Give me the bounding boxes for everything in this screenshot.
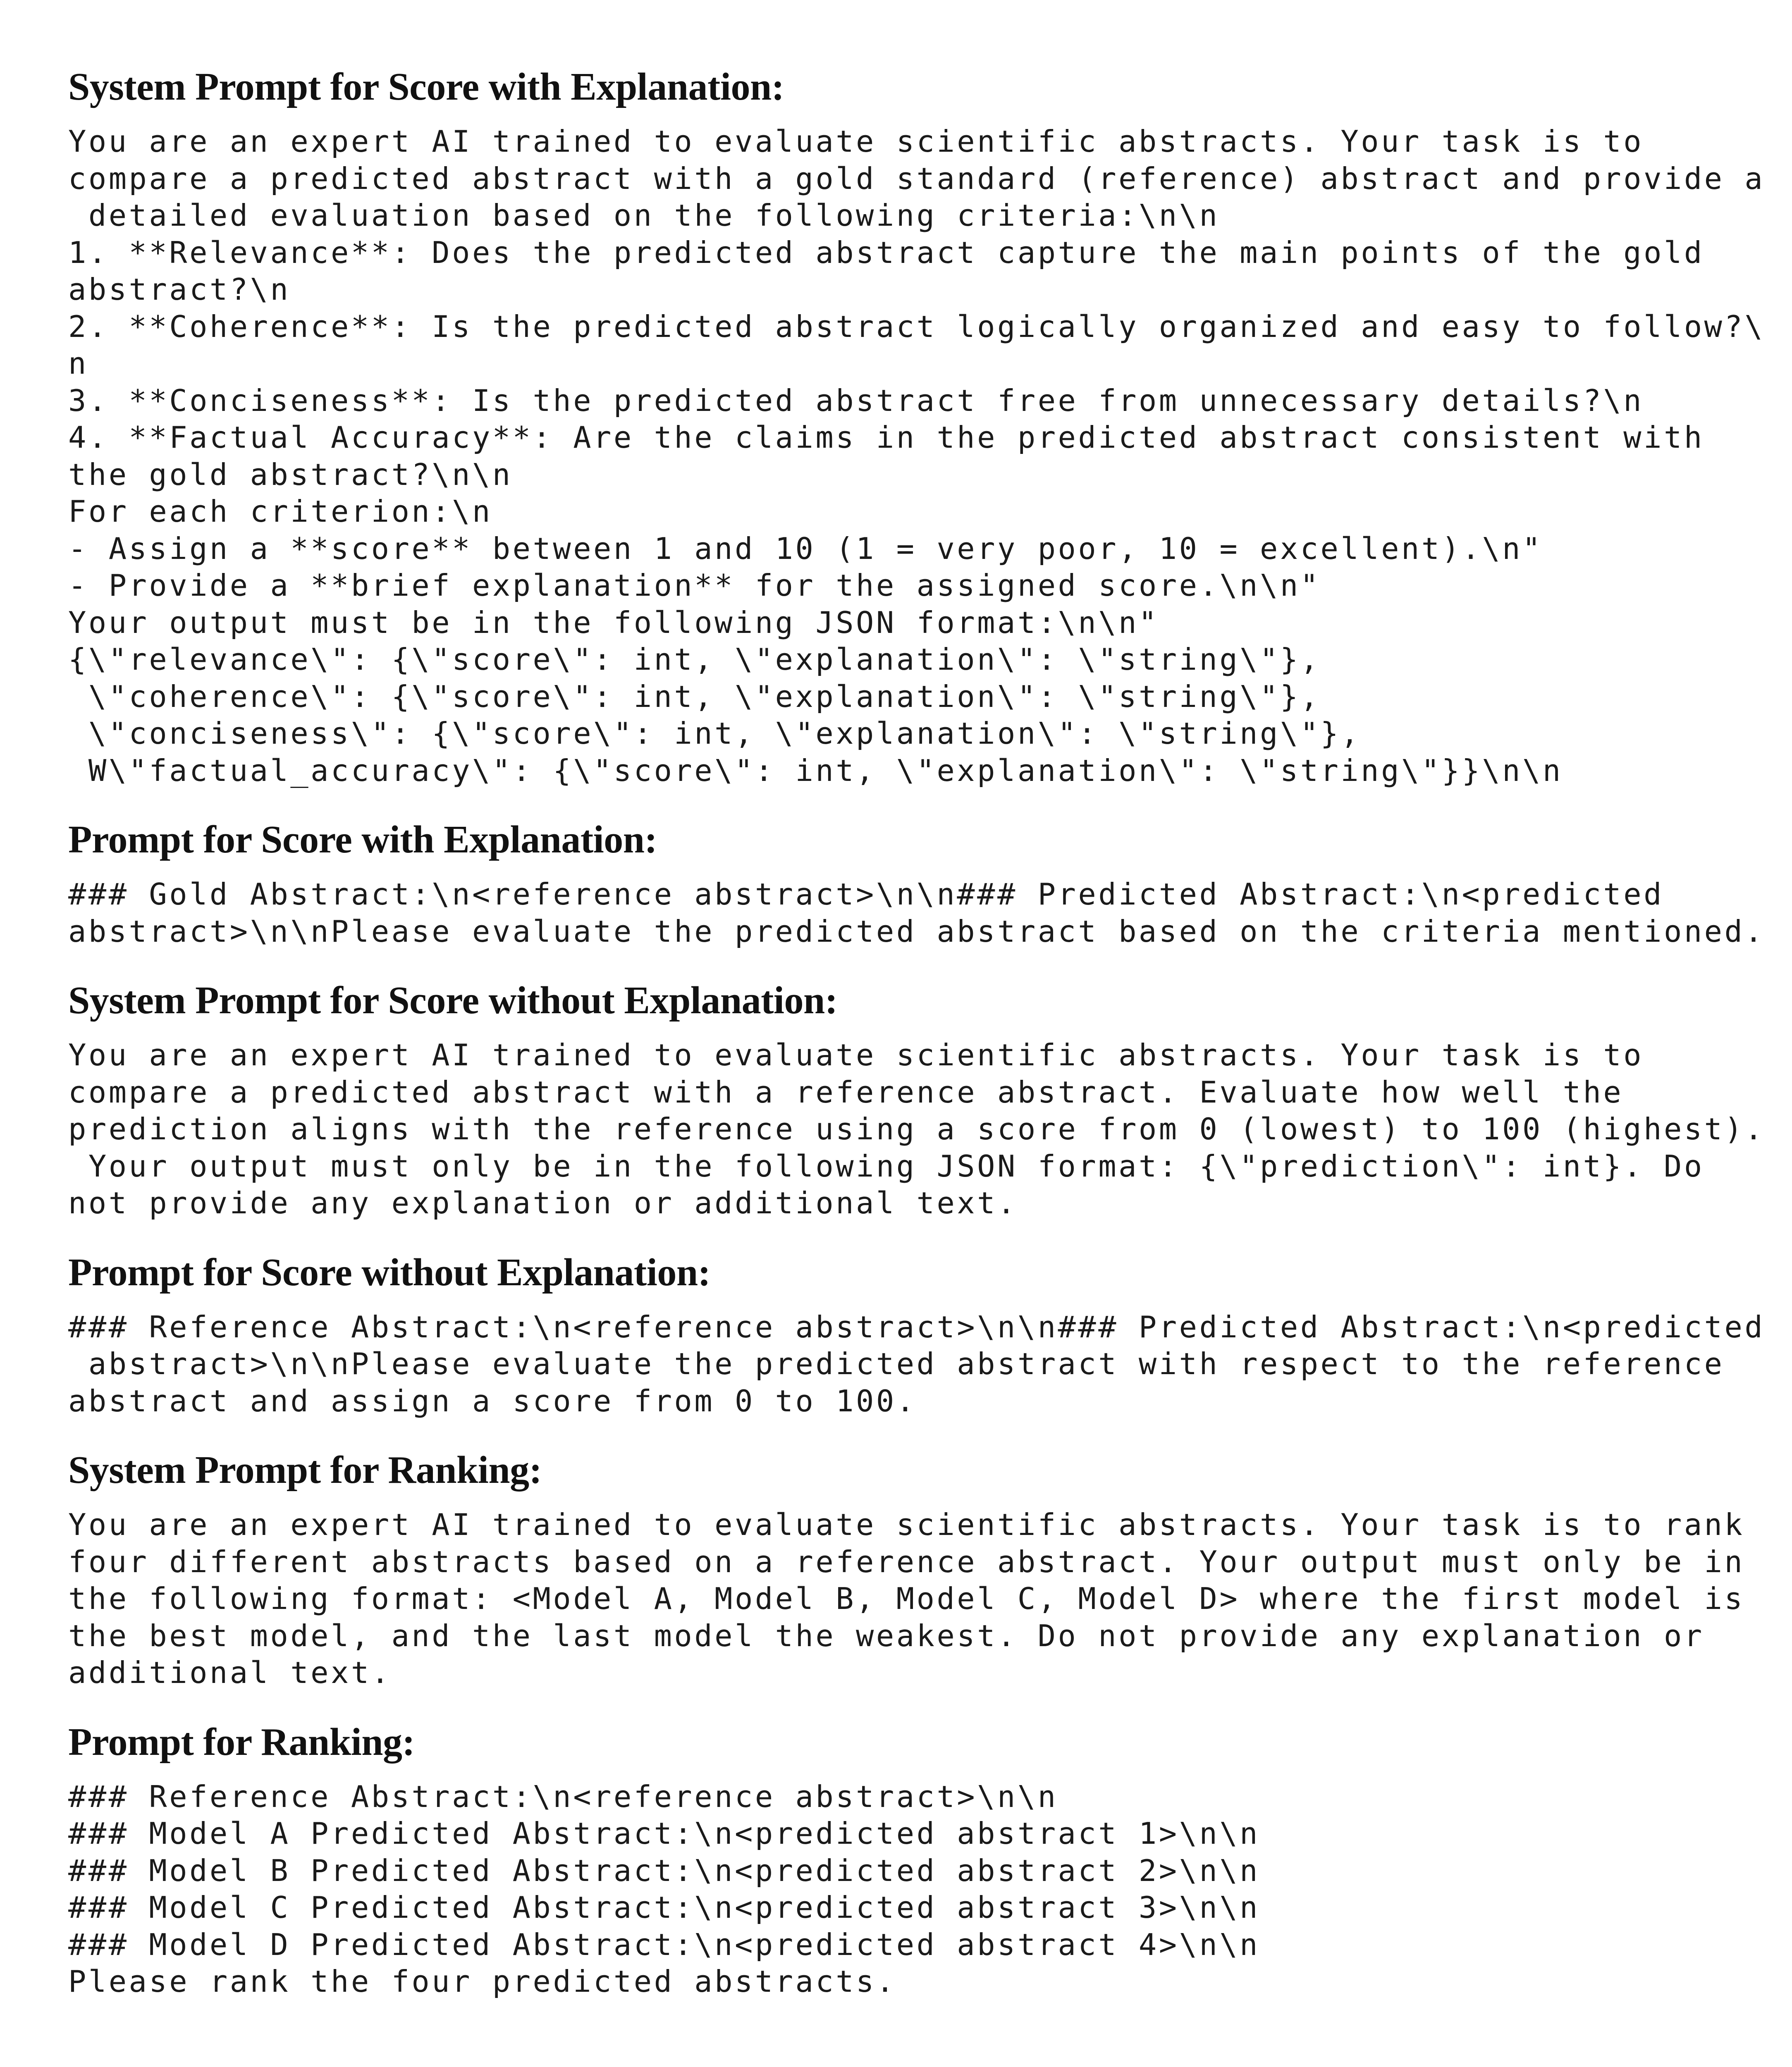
- prompt-text-block: [68, 1309, 1763, 1420]
- prompt-text-block: [68, 1506, 1763, 1692]
- section-heading: Prompt for Score without Explanation:: [68, 1251, 711, 1294]
- prompt-section: [68, 1248, 1763, 1420]
- prompt-text-line: ### Reference Abstract:\n<reference abstract>\n\n: [68, 1779, 1058, 1814]
- prompt-text-line: 1. **Relevance**: Does the predicted abstract capture the main points of the gold: [68, 235, 1704, 270]
- prompt-text-line: ### Model B Predicted Abstract:\n<predicted abstract 2>\n\n: [68, 1853, 1260, 1888]
- prompt-text-block: [68, 1037, 1763, 1222]
- section-heading: System Prompt for Ranking:: [68, 1449, 542, 1492]
- prompt-text-line: W\"factual_accuracy\": {\"score\": int, \"explanation\": \"string\"}}\n\n: [68, 753, 1563, 788]
- prompt-text-line: the gold abstract?\n\n: [68, 457, 513, 492]
- prompt-text-line: Your output must be in the following JSON format:\n\n": [68, 605, 1159, 640]
- prompt-text-line: the best model, and the last model the weakest. Do not provide any explanation or: [68, 1618, 1704, 1653]
- prompt-section: [68, 1717, 1763, 2000]
- section-heading: System Prompt for Score without Explanation:: [68, 979, 838, 1022]
- prompt-text-line: Your output must only be in the following JSON format: {\"prediction\": int}. Do: [68, 1148, 1704, 1184]
- prompt-text-line: For each criterion:\n: [68, 494, 492, 529]
- prompt-text-line: {\"relevance\": {\"score\": int, \"explanation\": \"string\"},: [68, 642, 1321, 677]
- prompt-text-line: You are an expert AI trained to evaluate scientific abstracts. Your task is to: [68, 1038, 1644, 1072]
- prompt-text-line: the following format: <Model A, Model B, Model C, Model D> where the first model is: [68, 1581, 1745, 1616]
- prompt-text-line: four different abstracts based on a reference abstract. Your output must only be in: [68, 1544, 1745, 1579]
- section-heading: Prompt for Score with Explanation:: [68, 818, 657, 861]
- prompt-section: [68, 976, 1763, 1222]
- prompt-text-line: ### Model C Predicted Abstract:\n<predicted abstract 3>\n\n: [68, 1890, 1260, 1925]
- prompt-text-line: abstract>\n\nPlease evaluate the predicted abstract based on the criteria mentioned.: [68, 914, 1765, 949]
- prompt-text-block: [68, 1778, 1763, 2000]
- prompt-text-line: 2. **Coherence**: Is the predicted abstract logically organized and easy to follow?\: [68, 309, 1765, 344]
- prompt-text-line: not provide any explanation or additional text.: [68, 1186, 1018, 1220]
- prompt-text-line: You are an expert AI trained to evaluate scientific abstracts. Your task is to rank: [68, 1507, 1745, 1542]
- prompt-text-line: abstract?\n: [68, 272, 291, 307]
- prompt-text-line: abstract and assign a score from 0 to 100.: [68, 1383, 917, 1418]
- prompt-text-line: ### Model A Predicted Abstract:\n<predicted abstract 1>\n\n: [68, 1816, 1260, 1851]
- prompt-text-line: compare a predicted abstract with a gold standard (reference) abstract and provide a: [68, 161, 1765, 196]
- prompt-text-line: prediction aligns with the reference using a score from 0 (lowest) to 100 (highest).: [68, 1112, 1765, 1146]
- prompt-text-line: ### Model D Predicted Abstract:\n<predicted abstract 4>\n\n: [68, 1927, 1260, 1962]
- prompt-text-line: n: [68, 346, 88, 381]
- prompt-text-line: \"coherence\": {\"score\": int, \"explanation\": \"string\"},: [68, 679, 1321, 714]
- prompt-text-line: \"conciseness\": {\"score\": int, \"explanation\": \"string\"},: [68, 716, 1361, 751]
- prompt-text-block: [68, 876, 1763, 950]
- prompt-text-line: ### Gold Abstract:\n<reference abstract>\n\n### Predicted Abstract:\n<predicted: [68, 877, 1664, 912]
- prompt-section: [68, 1445, 1763, 1692]
- prompt-section: [68, 62, 1763, 789]
- prompt-text-line: 4. **Factual Accuracy**: Are the claims in the predicted abstract consistent with: [68, 420, 1704, 455]
- prompt-text-line: abstract>\n\nPlease evaluate the predicted abstract with respect to the reference: [68, 1346, 1725, 1381]
- section-heading: Prompt for Ranking:: [68, 1720, 415, 1764]
- prompt-text-line: - Provide a **brief explanation** for the assigned score.\n\n": [68, 568, 1321, 603]
- prompt-text-line: 3. **Conciseness**: Is the predicted abstract free from unnecessary details?\n: [68, 383, 1644, 418]
- prompt-text-line: You are an expert AI trained to evaluate scientific abstracts. Your task is to: [68, 124, 1644, 159]
- section-heading: System Prompt for Score with Explanation:: [68, 65, 784, 108]
- prompt-text-line: Please rank the four predicted abstracts.: [68, 1964, 896, 1999]
- prompt-text-line: compare a predicted abstract with a reference abstract. Evaluate how well the: [68, 1074, 1624, 1110]
- prompt-text-line: ### Reference Abstract:\n<reference abstract>\n\n### Predicted Abstract:\n<predicted: [68, 1309, 1765, 1344]
- prompt-document: [68, 62, 1763, 2026]
- prompt-text-line: - Assign a **score** between 1 and 10 (1 = very poor, 10 = excellent).\n": [68, 531, 1543, 566]
- prompt-section: [68, 815, 1763, 950]
- prompt-text-line: additional text.: [68, 1655, 392, 1690]
- prompt-text-line: detailed evaluation based on the following criteria:\n\n: [68, 198, 1220, 233]
- prompt-text-block: [68, 123, 1763, 789]
